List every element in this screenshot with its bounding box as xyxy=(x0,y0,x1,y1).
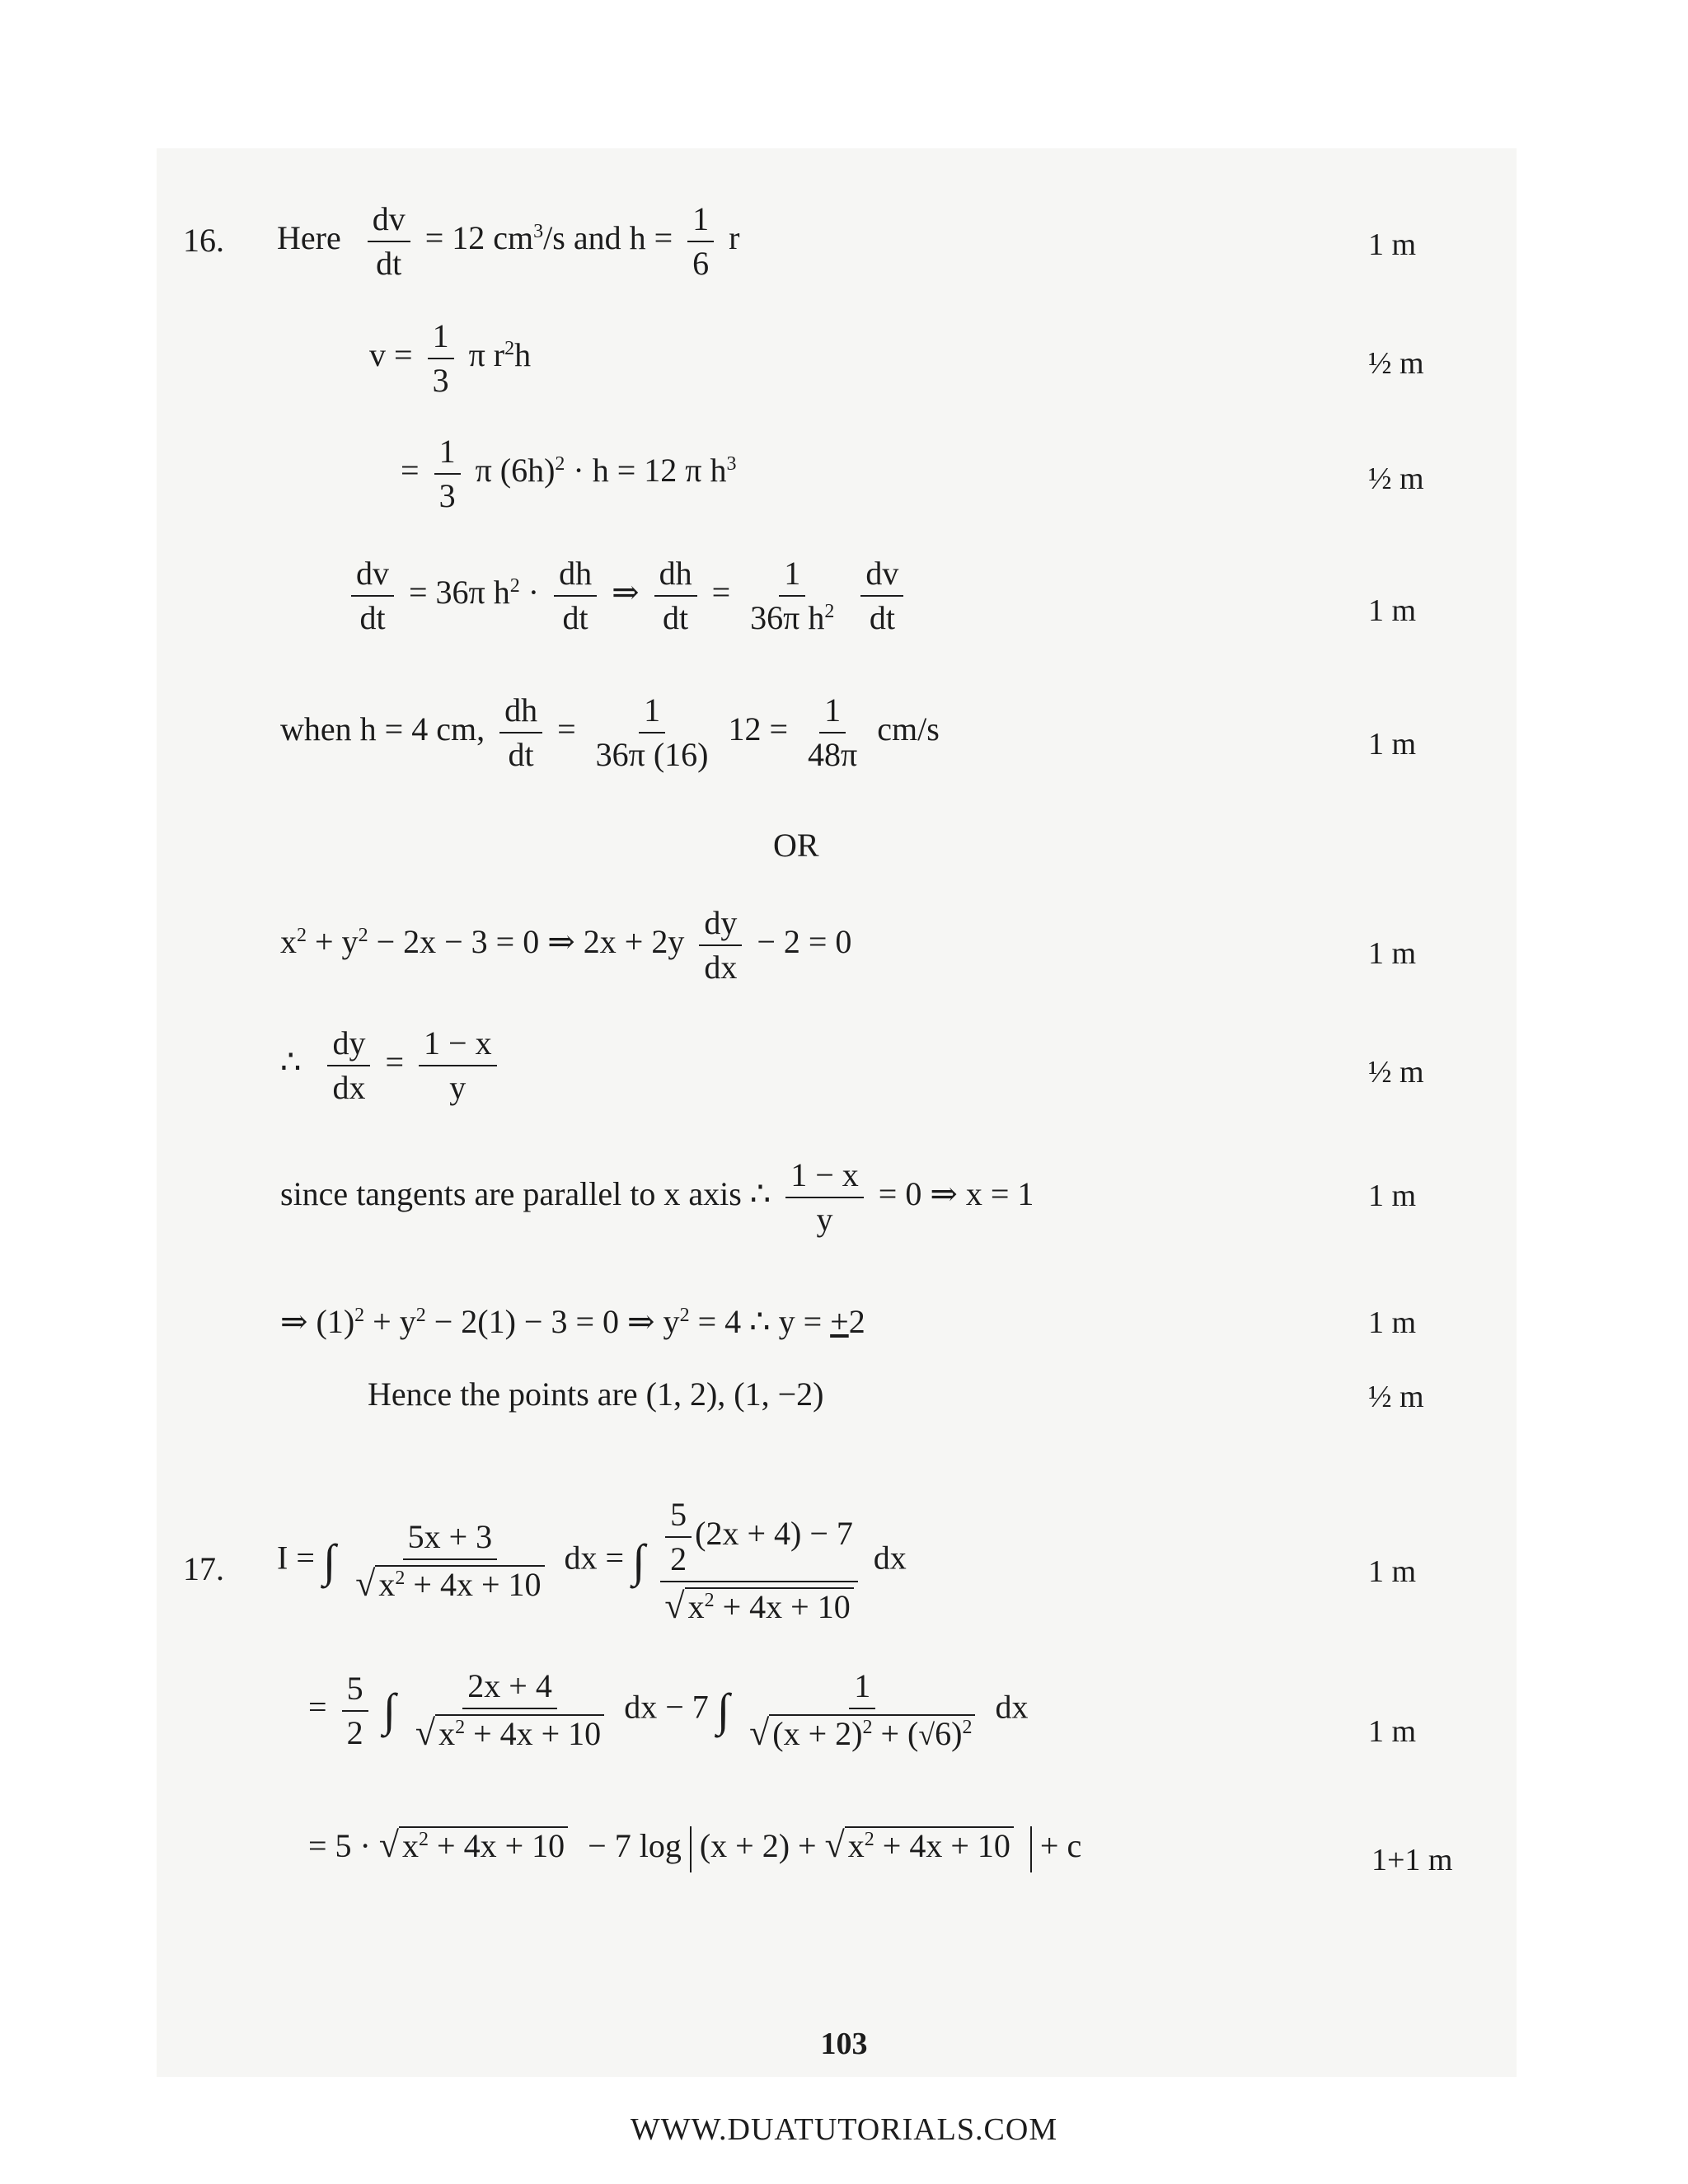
integral-setup-line: I = ∫ $\frac{5x + 3}{√ x^2 + 4x + 10}$ dx = ∫ $\frac{5}{2}$ (2x + 4) − 7 √ $x^2 + 4x + 10$ dx xyxy=(277,1496,907,1626)
mark-q16-5: 1 m xyxy=(1368,727,1417,762)
website-watermark: WWW.DUATUTORIALS.COM xyxy=(630,2112,1058,2147)
h-fraction: $\frac{1}{6}$ xyxy=(687,203,714,280)
mark-q16-10: ½ m xyxy=(1368,1380,1424,1414)
or-separator: OR xyxy=(773,827,819,864)
here-word: Here xyxy=(277,219,341,257)
mark-q17-3: 1+1 m xyxy=(1372,1843,1453,1877)
when-h-line: when h = 4 cm, $\frac{dh}{dt}$ = $\frac{1}{36\pi (16)}$ 12 = $\frac{1}{48\pi}$ cm/s xyxy=(280,691,940,773)
mark-q16-1: 1 m xyxy=(1368,227,1417,262)
differentiation-line: $\frac{dv}{dt}$ = 36π $h^2$ · $\frac{dh}{dt}$ ⇒ $\frac{dh}{dt}$ = $\frac{1}{36\pi h^2}$ $\frac{dv}{dt}$ xyxy=(345,557,910,635)
dv-dt-fraction: $\frac{dv}{dt}$ xyxy=(368,203,410,280)
q16-given-line: Here $\frac{dv}{dt}$ = 12 $cm^3/s$ and h = $\frac{1}{6}$ r xyxy=(277,200,740,282)
circle-differentiation-line: $x^2 + y^2 - 2x - 3 = 0$ ⇒ 2x + 2y $\frac{dy}{dx}$ − 2 = 0 xyxy=(280,904,852,986)
scanned-page-area xyxy=(157,148,1517,2077)
mark-q16-6: 1 m xyxy=(1368,936,1417,971)
mark-q16-3: ½ m xyxy=(1368,462,1424,496)
mark-q16-7: ½ m xyxy=(1368,1055,1424,1090)
mark-q17-2: 1 m xyxy=(1368,1714,1417,1749)
integral-result-line: = 5 · √ $x^2 + 4x + 10 - 7$ log (x + 2) + √ $x^2 + 4x + 10 + c$ xyxy=(308,1826,1081,1872)
volume-formula-line: v = $\frac{1}{3}$ π $r^2h$ xyxy=(369,317,532,399)
question-number-17: 17. xyxy=(183,1550,224,1587)
mark-q16-8: 1 m xyxy=(1368,1179,1417,1213)
points-conclusion-line: Hence the points are (1, 2), (1, −2) xyxy=(368,1376,824,1413)
mark-q16-4: 1 m xyxy=(1368,593,1417,628)
dy-dx-result-line: ∴ $\frac{dy}{dx}$ = $\frac{1 - x}{y}$ xyxy=(280,1027,504,1104)
page-number: 103 xyxy=(820,2027,868,2061)
question-number-16: 16. xyxy=(183,222,224,259)
integral-split-line: = $\frac{5}{2}$ ∫ $\frac{2x + 4}{√ x^2 + 4x + 10}$ dx − 7 ∫ $\frac{1}{√ (x + 2)^2 + (√6)^2}$ dx xyxy=(308,1667,1029,1753)
solve-y-line: ⇒ $(1)^2 + y^2 - 2(1) - 3 = 0$ ⇒ $y^2 = 4$ ∴ y = +2 xyxy=(280,1303,865,1340)
mark-q16-2: ½ m xyxy=(1368,346,1424,381)
mark-q17-1: 1 m xyxy=(1368,1554,1417,1589)
tangent-condition-line: since tangents are parallel to x axis ∴ $\frac{1 - x}{y}$ = 0 ⇒ x = 1 xyxy=(280,1156,1034,1238)
volume-substitution-line: = $\frac{1}{3}$ π $(6h)^2 \cdot h = 12$ π $h^3$ xyxy=(401,433,737,514)
mark-q16-9: 1 m xyxy=(1368,1305,1417,1340)
